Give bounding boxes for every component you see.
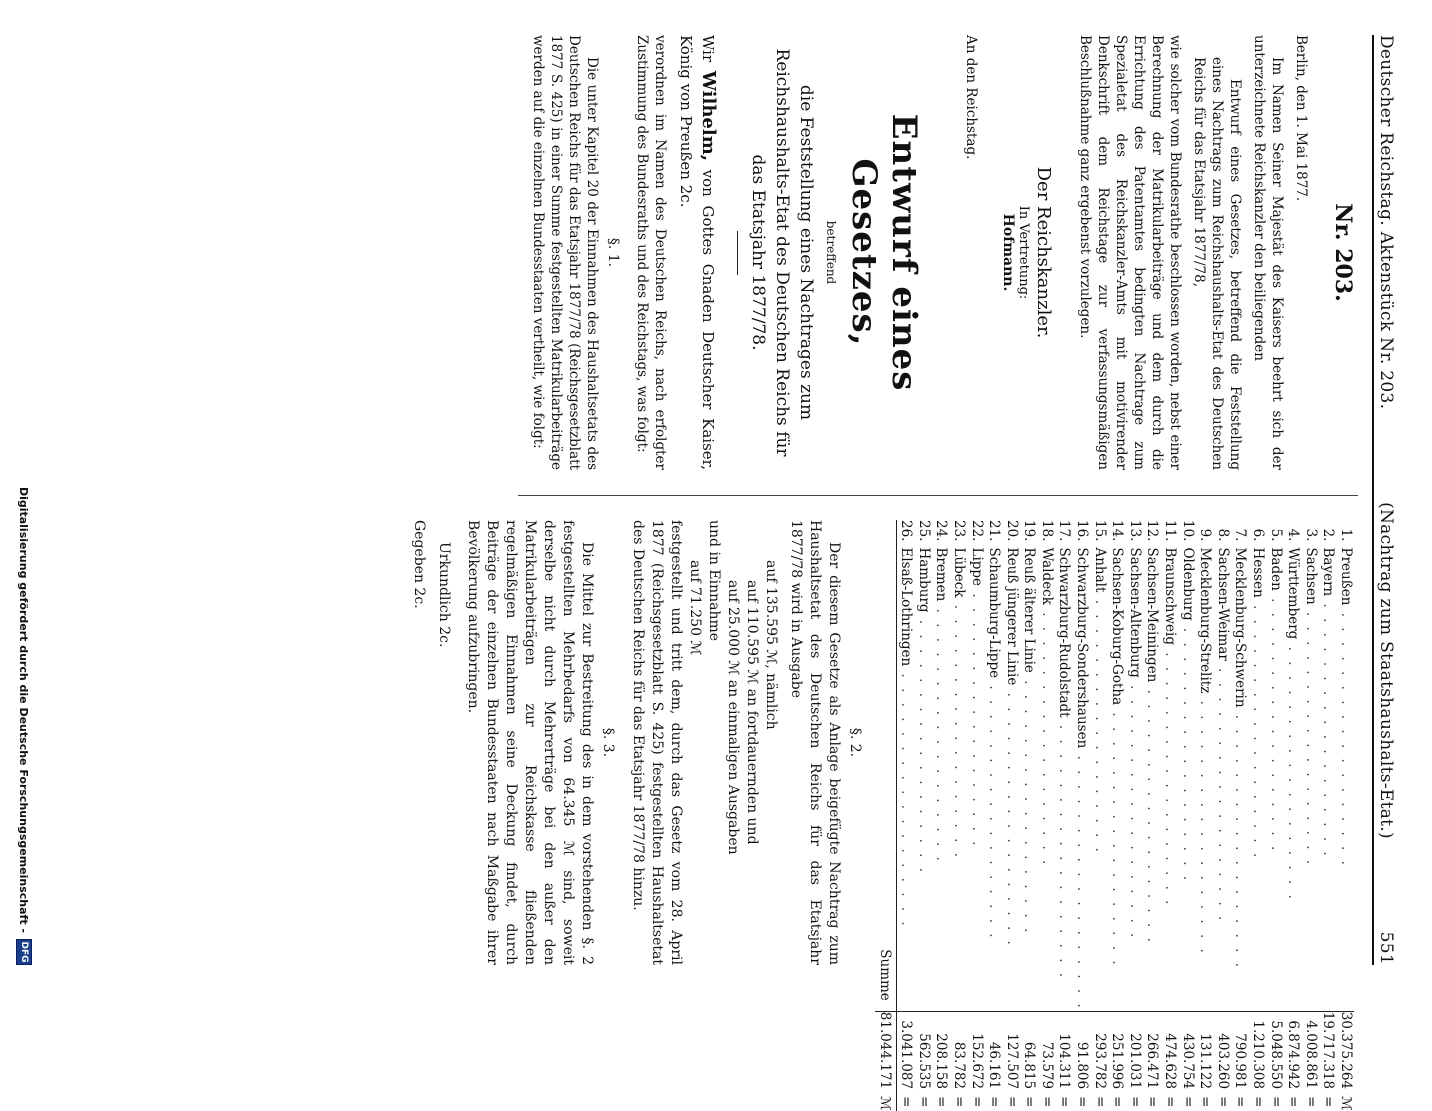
state-number: 25. — [915, 520, 932, 542]
state-unit: = — [898, 1096, 915, 1108]
state-name: Preußen . . . . . . . . . . . . . . . . . . — [1338, 547, 1354, 868]
state-name: Sachsen-Koburg-Gotha . . . . . . . . . . . . . . . . . . — [1109, 547, 1126, 968]
state-value: 4.008.861 — [1301, 1011, 1319, 1093]
state-value: 790.981 — [1231, 1011, 1249, 1093]
state-unit: = — [1214, 1096, 1231, 1108]
betreffend-label: betreffend — [824, 220, 838, 285]
state-unit: = — [1021, 1096, 1038, 1108]
state-value: 127.507 — [1002, 1011, 1020, 1093]
state-unit: = — [1091, 1096, 1108, 1108]
table-row — [896, 520, 914, 1111]
table-row — [1090, 520, 1108, 1111]
table-row — [1266, 520, 1284, 1111]
state-number: 20. — [1003, 520, 1020, 542]
enacting-clause — [675, 35, 719, 470]
sum-label: Summe — [875, 547, 896, 1011]
state-number: 19. — [1021, 520, 1038, 542]
state-name: Lippe . . . . . . . . . . . . . . . . . . — [968, 547, 985, 849]
state-number: 23. — [950, 520, 967, 542]
state-name: Sachsen . . . . . . . . . . . . . . . . . . — [1302, 547, 1319, 868]
table-row — [932, 520, 950, 1111]
state-name: Hessen . . . . . . . . . . . . . . . . . . — [1250, 547, 1267, 861]
state-name: Sachsen-Altenburg . . . . . . . . . . . . . . . . . . — [1126, 547, 1143, 941]
wir-word: Wir — [699, 35, 717, 63]
state-unit: = — [1267, 1096, 1284, 1108]
state-name: Oldenburg . . . . . . . . . . . . . . . . . . — [1179, 547, 1196, 884]
state-value: 104.311 — [1055, 1011, 1073, 1093]
state-unit: = — [968, 1096, 985, 1108]
paragraph-2-line-3: auf 25.000 ℳ an einmaligen Ausgaben — [724, 580, 741, 855]
table-row — [1196, 520, 1214, 1111]
intro-body: wie solcher vom Bundesrathe beschlossen worden, nebst einer Berechnung der Matrikularbeiträge und dem durch die Errichtung des Patentamtes bedingten Nachtrage zum Spezialetat des Reichskanzler-Amts mit motivirender Denkschrift dem Reichstage zur verfassungsmäßigen Beschlußnahme ganz ergebenst vorzulegen. — [1077, 35, 1183, 470]
state-value: 91.806 — [1073, 1011, 1091, 1093]
state-number: 18. — [1038, 520, 1055, 542]
state-unit: = — [1074, 1096, 1091, 1108]
column-divider — [518, 495, 1358, 496]
paragraph-3-text: Die Mittel zur Bestreitung des in dem vorstehenden §. 2 festgestellten Mehrbedarfs von 64.345 ℳ sind, soweit derselbe nicht durch Mehrerträge bei den außer den Matrikularbeiträgen zur Reichskasse fließenden regelmäßigen Einnahmen seine Deckung findet, durch Beiträge der einzelnen Bundesstaaten nach Maßgabe ihrer Bevölkerung aufzubringen. — [464, 520, 595, 965]
sum-value: 81.044.171 — [875, 1011, 896, 1093]
state-unit: = — [1250, 1096, 1267, 1108]
state-unit: = — [933, 1096, 950, 1108]
header-left: Deutscher Reichstag. Aktenstück Nr. 203. — [1376, 35, 1396, 410]
state-number: 16. — [1074, 520, 1091, 542]
table-row — [1160, 520, 1178, 1111]
state-value: 6.874.942 — [1284, 1011, 1302, 1093]
state-unit: = — [1162, 1096, 1179, 1108]
state-name: Anhalt . . . . . . . . . . . . . . . . . . — [1091, 547, 1108, 855]
left-column — [523, 35, 1360, 470]
state-value: 251.996 — [1108, 1011, 1126, 1093]
state-number: 12. — [1144, 520, 1161, 542]
table-row — [1301, 520, 1319, 1111]
state-value: 152.672 — [967, 1011, 985, 1093]
state-name: Mecklenburg-Strelitz . . . . . . . . . . . . . . . . . . — [1197, 547, 1214, 956]
state-unit: = — [1003, 1096, 1020, 1108]
state-number: 2. — [1320, 528, 1337, 542]
law-title: Entwurf eines Gesetzes, — [844, 113, 924, 392]
state-number: 3. — [1302, 528, 1319, 542]
state-unit: ℳ — [1338, 1096, 1354, 1111]
table-row — [1319, 520, 1337, 1111]
state-unit: = — [915, 1096, 932, 1108]
law-subtitle: die Feststellung eines Nachtrages zum Reichshaushalts-Etat des Deutschen Reichs für das Etatsjahr 1877/78. — [748, 48, 816, 457]
state-unit: = — [1126, 1096, 1143, 1108]
paragraph-2-line-1: auf 135.595 ℳ, nämlich — [762, 560, 779, 730]
header-rule — [1372, 35, 1374, 965]
state-number: 24. — [933, 520, 950, 542]
paragraph-2-line-5: auf 71.250 ℳ — [686, 560, 703, 656]
state-value: 83.782 — [949, 1011, 967, 1093]
table-row — [1125, 520, 1143, 1111]
state-number: 15. — [1091, 520, 1108, 542]
state-value: 208.158 — [932, 1011, 950, 1093]
state-name: Baden . . . . . . . . . . . . . . . . . . — [1267, 547, 1284, 854]
paragraph-2-tail: festgestellt und tritt dem, durch das Gesetz vom 28. April 1877 (Reichsgesetzblatt S. 425) festgestellten Haushaltsetat des Deutschen Reichs für das Etatsjahr 1877/78 hinzu. — [629, 520, 684, 965]
table-row — [1108, 520, 1126, 1111]
state-name: Württemberg . . . . . . . . . . . . . . . . . . — [1285, 547, 1302, 902]
state-name: Sachsen-Meiningen . . . . . . . . . . . . . . . . . . — [1144, 547, 1161, 945]
signature-sub: In Vertretung: — [1016, 205, 1031, 300]
state-number: 6. — [1250, 528, 1267, 542]
state-number: 11. — [1162, 520, 1179, 542]
state-number: 4. — [1285, 528, 1302, 542]
table-row — [1178, 520, 1196, 1111]
paragraph-1-text: Die unter Kapitel 20 der Einnahmen des Haushaltsetats des Deutschen Reichs für das Etatsjahr 1877/78 (Reichsgesetzblatt 1877 S. 425) in einer Summe festgestellten Matrikularbeiträge werden auf die einzelnen Bundesstaaten vertheilt, wie folgt: — [530, 35, 600, 470]
state-value: 1.210.308 — [1248, 1011, 1266, 1093]
paragraph-2-line-4: und in Einnahme — [705, 520, 722, 642]
state-unit: = — [1285, 1096, 1302, 1108]
header-center: (Nachtrag zum Staatshaushalts-Etat.) — [1376, 502, 1396, 839]
table-row — [1020, 520, 1038, 1111]
state-value: 266.471 — [1143, 1011, 1161, 1093]
sum-unit: ℳ — [875, 1093, 896, 1110]
state-name: Reuß älterer Linie . . . . . . . . . . . . . . . . . . — [1021, 547, 1038, 936]
state-value: 430.754 — [1178, 1011, 1196, 1093]
state-name: Bayern . . . . . . . . . . . . . . . . . . — [1320, 547, 1337, 859]
state-name: Schwarzburg-Sondershausen . . . . . . . . . . . . . . . . . . — [1074, 547, 1091, 1011]
state-unit: = — [1232, 1096, 1249, 1108]
state-name: Bremen . . . . . . . . . . . . . . . . . . — [933, 547, 950, 864]
state-value: 64.815 — [1020, 1011, 1038, 1093]
state-unit: = — [1056, 1096, 1073, 1108]
state-number: 13. — [1126, 520, 1143, 542]
state-number: 7. — [1232, 528, 1249, 542]
intro-detail: Entwurf eines Gesetzes, betreffend die Feststellung eines Nachtrags zum Reichshaushalts-Etat des Deutschen Reichs für das Etatsjahr 1877/78, — [1191, 57, 1243, 470]
digitization-footer — [14, 35, 34, 965]
state-name: Schaumburg-Lippe . . . . . . . . . . . . . . . . . . — [986, 547, 1003, 941]
paragraph-2-line-2: auf 110.595 ℳ an fortdauernden und — [743, 580, 760, 845]
table-row — [967, 520, 985, 1111]
right-column — [403, 520, 1360, 1111]
signature-title: Der Reichskanzler. — [1033, 166, 1054, 339]
dfg-logo-icon: DFG — [16, 939, 32, 965]
state-value: 19.717.318 — [1319, 1011, 1337, 1093]
paragraph-2-heading: §. 2. — [846, 727, 863, 758]
state-name: Mecklenburg-Schwerin . . . . . . . . . . . . . . . . . . — [1232, 547, 1249, 971]
state-number: 17. — [1056, 520, 1073, 542]
urkundlich-line: Urkundlich 2c. — [435, 542, 452, 648]
table-row — [1231, 520, 1249, 1111]
recipient-line: An den Reichstag. — [963, 35, 979, 160]
paragraph-2-text: Der diesem Gesetze als Anlage beigefügte Nachtrag zum Haushaltsetat des Deutschen Reichs für das Etatsjahr 1877/78 wird in Ausgabe — [787, 520, 842, 965]
state-value: 131.122 — [1196, 1011, 1214, 1093]
table-row — [1248, 520, 1266, 1111]
state-number: 22. — [968, 520, 985, 542]
state-number: 21. — [986, 520, 1003, 542]
state-value: 403.260 — [1213, 1011, 1231, 1093]
state-unit: = — [1038, 1096, 1055, 1108]
state-name: Hamburg . . . . . . . . . . . . . . . . . . — [915, 547, 932, 876]
document-number: Nr. 203. — [1330, 203, 1356, 302]
intro-text: Im Namen Seiner Majestät des Kaisers beehrt sich der unterzeichnete Reichskanzler den beiliegenden — [1251, 35, 1285, 470]
state-number: 8. — [1214, 528, 1231, 542]
table-row — [914, 520, 932, 1111]
state-unit: = — [1144, 1096, 1161, 1108]
state-name: Elsaß-Lothringen . . . . . . . . . . . . . . . . . . — [898, 547, 915, 929]
date-line: Berlin, den 1. Mai 1877. — [1293, 35, 1309, 202]
state-unit: = — [986, 1096, 1003, 1108]
table-row — [1037, 520, 1055, 1111]
state-number: 9. — [1197, 528, 1214, 542]
table-row — [1055, 520, 1073, 1111]
state-unit: = — [1179, 1096, 1196, 1108]
verordnen-text: verordnen im Namen des Deutschen Reichs, nach erfolgter Zustimmung des Bundesraths und des Reichstags, was folgt: — [634, 35, 668, 470]
state-number: 10. — [1179, 520, 1196, 542]
state-value: 562.535 — [914, 1011, 932, 1093]
table-row — [985, 520, 1003, 1111]
state-number: 5. — [1267, 528, 1284, 542]
state-name: Lübeck . . . . . . . . . . . . . . . . . . — [950, 547, 967, 861]
state-value: 73.579 — [1037, 1011, 1055, 1093]
state-value: 46.161 — [985, 1011, 1003, 1093]
table-row — [1143, 520, 1161, 1111]
state-value: 293.782 — [1090, 1011, 1108, 1093]
page-number: 551 — [1376, 931, 1396, 965]
table-row — [1284, 520, 1302, 1111]
state-name: Sachsen-Weimar . . . . . . . . . . . . . . . . . . — [1214, 547, 1231, 924]
paragraph-1-heading: §. 1. — [605, 237, 621, 268]
table-row — [1336, 520, 1354, 1111]
table-row — [949, 520, 967, 1111]
state-number: 14. — [1109, 520, 1126, 542]
digitization-note: Digitalisierung gefördert durch die Deutsche Forschungsgemeinschaft - — [17, 486, 31, 933]
state-unit: = — [950, 1096, 967, 1108]
table-row — [1213, 520, 1231, 1111]
paragraph-3-heading: §. 3. — [599, 727, 616, 758]
state-unit: = — [1109, 1096, 1126, 1108]
state-value: 5.048.550 — [1266, 1011, 1284, 1093]
state-value: 30.375.264 — [1336, 1011, 1354, 1093]
state-unit: = — [1197, 1096, 1214, 1108]
section-rule — [737, 231, 738, 275]
state-value: 474.628 — [1160, 1011, 1178, 1093]
signature-name: Hofmann. — [1000, 213, 1016, 292]
page-header — [1376, 35, 1402, 965]
state-unit: = — [1320, 1096, 1337, 1108]
emperor-name: Wilhelm, — [698, 70, 719, 162]
sum-row — [875, 520, 896, 1111]
emperor-title: von Gottes Gnaden Deutscher Kaiser, König von Preußen 2c. — [677, 35, 717, 470]
state-name: Waldeck . . . . . . . . . . . . . . . . . . — [1038, 547, 1055, 868]
contribution-table — [875, 520, 1354, 1111]
state-name: Reuß jüngerer Linie . . . . . . . . . . . . . . . . . . — [1003, 547, 1020, 948]
table-row — [1002, 520, 1020, 1111]
state-number: 26. — [898, 520, 915, 542]
state-value: 201.031 — [1125, 1011, 1143, 1093]
state-number: 1. — [1338, 528, 1354, 542]
table-row — [1073, 520, 1091, 1111]
state-name: Schwarzburg-Rudolstadt . . . . . . . . . . . . . . . . . . — [1056, 547, 1073, 981]
gegeben-line: Gegeben 2c. — [410, 520, 427, 609]
state-value: 3.041.087 — [896, 1011, 914, 1093]
state-name: Braunschweig . . . . . . . . . . . . . . . . . . — [1162, 547, 1179, 908]
state-unit: = — [1302, 1096, 1319, 1108]
